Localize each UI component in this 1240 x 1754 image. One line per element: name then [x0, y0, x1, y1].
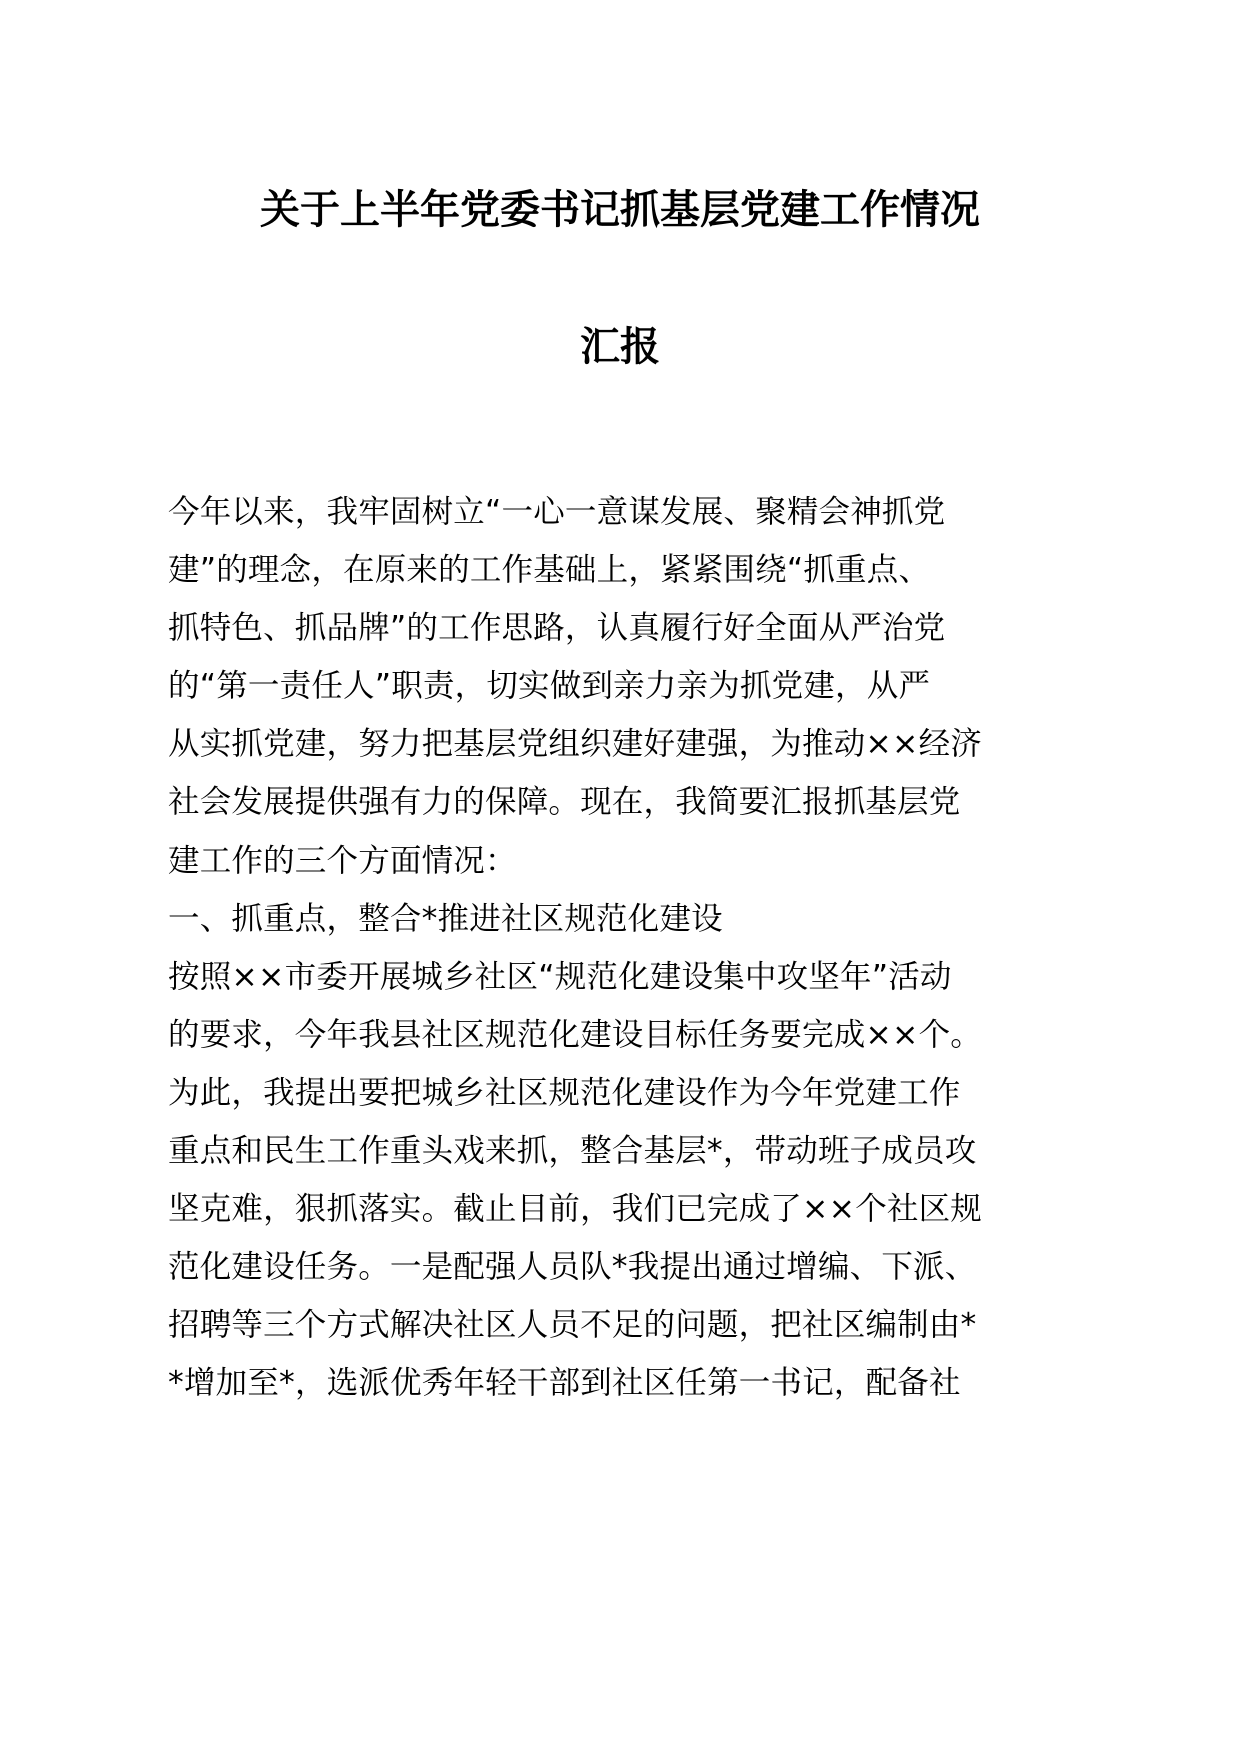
paragraph-line: 的“第一责任人”职责，切实做到亲力亲为抓党建，从严: [168, 668, 931, 705]
paragraph-line: 招聘等三个方式解决社区人员不足的问题，把社区编制由*: [168, 1307, 977, 1344]
paragraph-line: 从实抓党建，努力把基层党组织建好建强，为推动××经济: [168, 726, 982, 763]
paragraph-line: 建工作的三个方面情况：: [168, 842, 517, 879]
paragraph-line: *增加至*，选派优秀年轻干部到社区任第一书记，配备社: [168, 1365, 961, 1402]
paragraph-line: 抓特色、抓品牌”的工作思路，认真履行好全面从严治党: [168, 610, 946, 647]
paragraph-line: 建”的理念，在原来的工作基础上，紧紧围绕“抓重点、: [168, 552, 931, 589]
document-title-line-1: 关于上半年党委书记抓基层党建工作情况: [260, 187, 980, 233]
paragraph-line: 重点和民生工作重头戏来抓，整合基层*，带动班子成员攻: [168, 1133, 977, 1170]
paragraph-line: 按照××市委开展城乡社区“规范化建设集中攻坚年”活动: [168, 958, 952, 995]
paragraph-line: 的要求，今年我县社区规范化建设目标任务要完成××个。: [168, 1016, 982, 1053]
paragraph-line: 今年以来，我牢固树立“一心一意谋发展、聚精会神抓党: [168, 494, 946, 530]
paragraph-line: 范化建设任务。一是配强人员队*我提出通过增编、下派、: [168, 1249, 977, 1286]
paragraph-line: 为此，我提出要把城乡社区规范化建设作为今年党建工作: [168, 1074, 961, 1111]
document-title-line-2: 汇报: [580, 324, 660, 370]
paragraph-line: 社会发展提供强有力的保障。现在，我简要汇报抓基层党: [168, 784, 961, 821]
section-heading: 一、抓重点，整合*推进社区规范化建设: [168, 900, 723, 937]
paragraph-line: 坚克难，狠抓落实。截止目前，我们已完成了××个社区规: [168, 1191, 982, 1228]
document-body: [168, 490, 982, 1420]
